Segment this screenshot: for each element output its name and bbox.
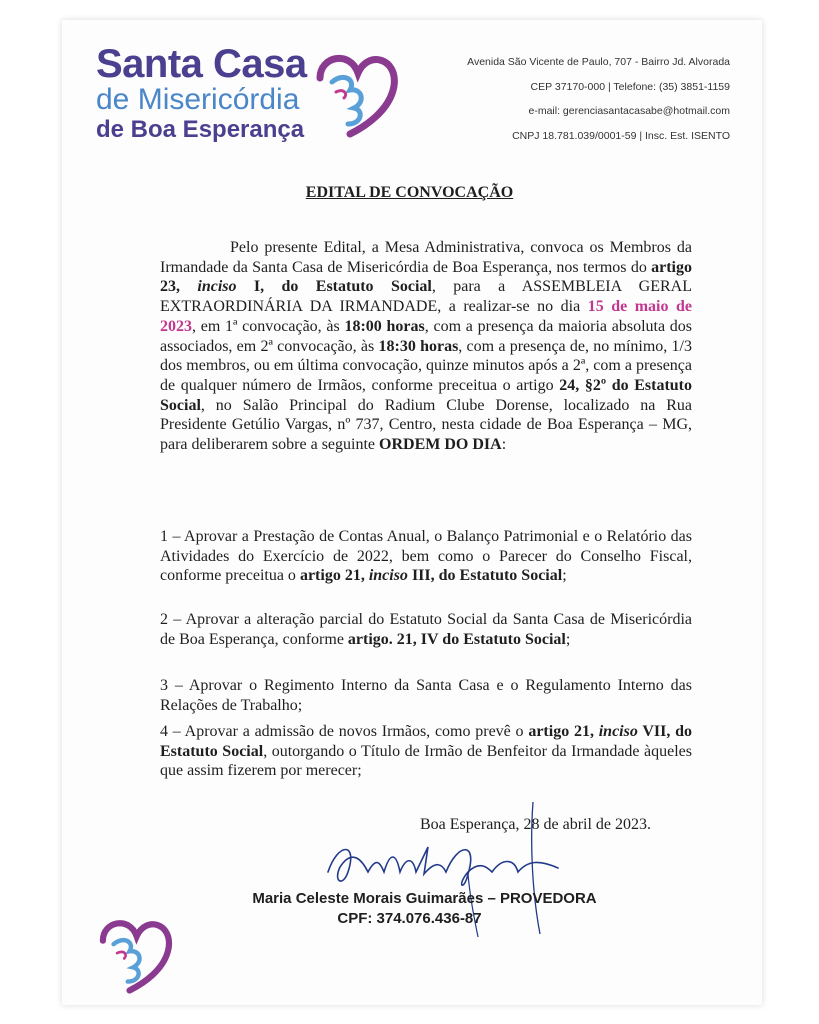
logo-line1: Santa Casa [96, 42, 307, 86]
contact-block [467, 50, 730, 148]
footer-heart-icon [94, 914, 174, 994]
email-text: e-mail: gerenciasantacasabe@hotmail.com [528, 105, 730, 117]
agenda-item-1: 1 – Aprovar a Prestação de Contas Anual, o Balanço Patrimonial e o Relatório das Atividades do Exercício de 2022, bem como o Parecer do Conselho Fiscal, conforme preceitua o artigo 21, inciso III, do Estatuto Social; [160, 528, 692, 585]
logo-line2: de Misericórdia [96, 83, 300, 116]
meeting-date: 15 de maio de 2023 [160, 298, 692, 335]
document-title: EDITAL DE CONVOCAÇÃO [305, 184, 514, 201]
paragraph-convocation: Pelo presente Edital, a Mesa Administrativa, convoca os Membros da Irmandade da Santa Casa de Misericórdia de Boa Esperança, nos termos do artigo 23, inciso I, do Estatuto Social, para a ASSEMBLEIA GERAL EXTRAORDINÁRIA DA IRMANDADE, a realizar-se no dia 15 de maio de 2023, em 1ª convocação, às 18:00 horas, com a presença da maioria absoluta dos associados, em 2ª convocação, às 18:30 horas, com a presença de, no mínimo, 1/3 dos membros, ou em última convocação, quinze minutos após a 2ª, com a presença de qualquer número de Irmãos, conforme preceitua o artigo 24, §2º do Estatuto Social, no Salão Principal do Radium Clube Dorense, localizado na Rua Presidente Getúlio Vargas, nº 737, Centro, nesta cidade de Boa Esperança – MG, para deliberarem sobre a seguinte ORDEM DO DIA: [160, 239, 693, 454]
place-date: Boa Esperança, 28 de abril de 2023. [420, 816, 652, 833]
cep-phone-text: CEP 37170-000 | Telefone: (35) 3851-1159 [530, 80, 730, 93]
signer-cpf: CPF: 374.076.436-87 [337, 910, 482, 927]
agenda-item-2: 2 – Aprovar a alteração parcial do Estatuto Social da Santa Casa de Misericórdia de Boa Esperança, conforme artigo. 21, IV do Estatuto Social; [160, 611, 692, 648]
logo [96, 44, 307, 144]
agenda-item-3: 3 – Aprovar o Regimento Interno da Santa Casa e o Regulamento Interno das Relações de Trabalho; [160, 677, 692, 714]
heart-logo-icon [310, 48, 400, 138]
address-text: Avenida São Vicente de Paulo, 707 - Bairro Jd. Alvorada [467, 56, 730, 68]
cnpj-text: CNPJ 18.781.039/0001-59 | Insc. Est. ISENTO [512, 129, 730, 142]
signer-name: Maria Celeste Morais Guimarães – PROVEDORA [252, 890, 597, 907]
logo-line3: de Boa Esperança [96, 116, 305, 143]
agenda-item-4: 4 – Aprovar a admissão de novos Irmãos, como prevê o artigo 21, inciso VII, do Estatuto Social, outorgando o Título de Irmão de Benfeitor da Irmandade àqueles que assim fizerem por merecer; [160, 723, 693, 780]
